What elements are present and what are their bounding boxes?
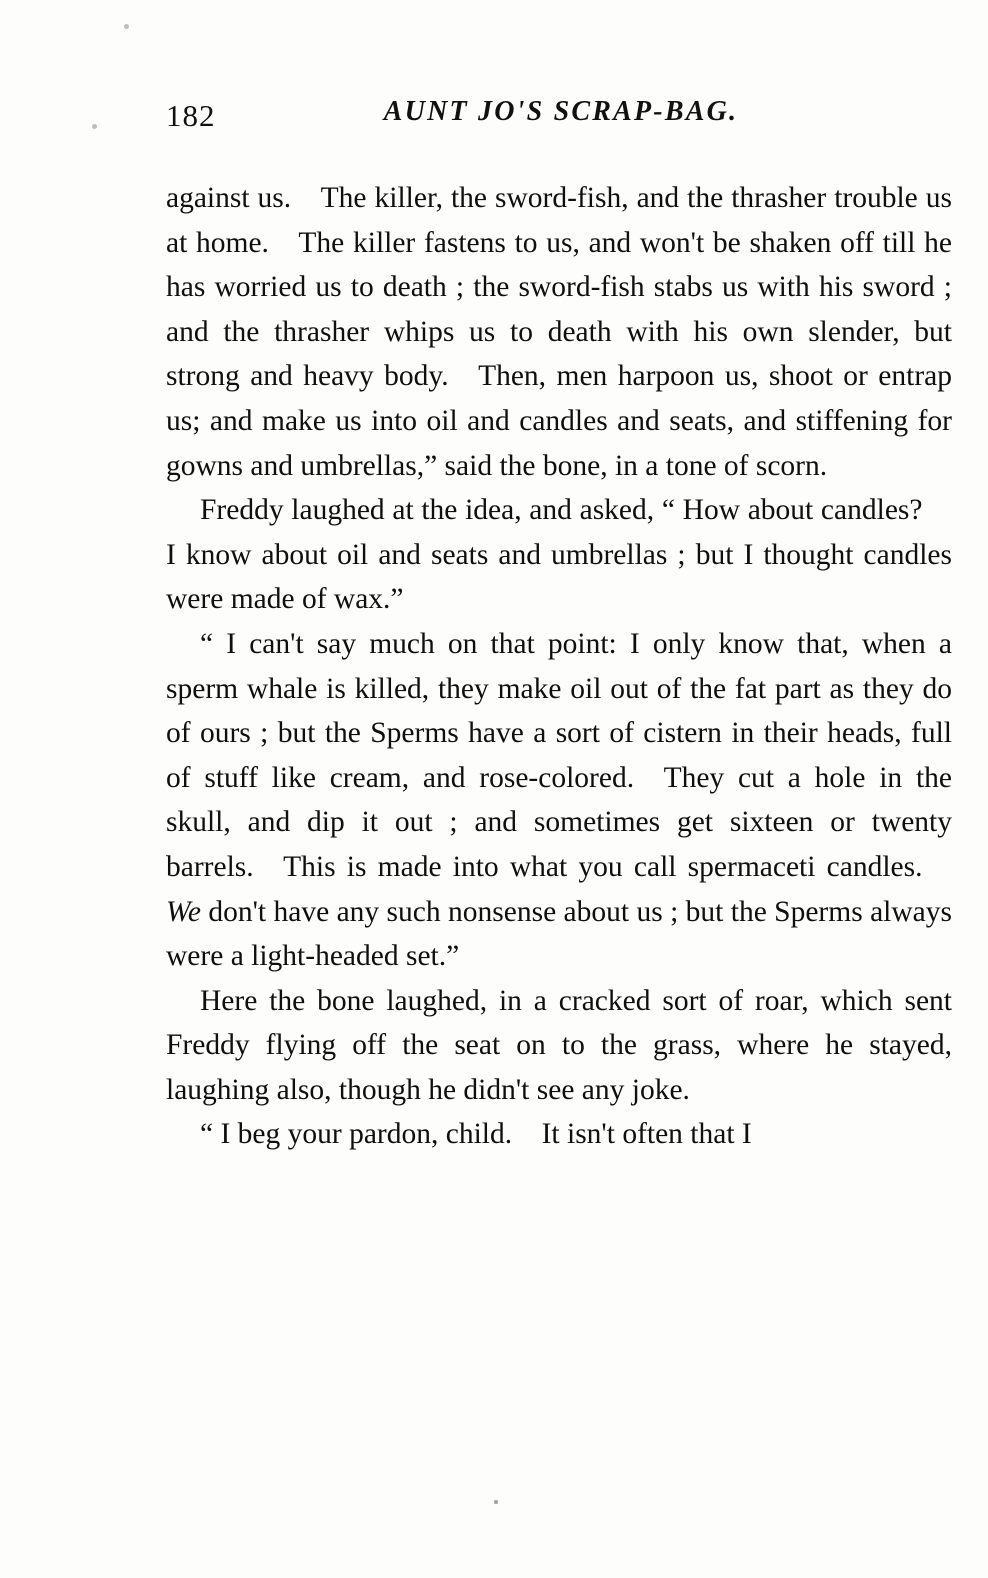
scan-speck (124, 24, 129, 29)
scan-speck (92, 124, 97, 129)
paragraph: Freddy laughed at the idea, and asked, “ How about candles? I know about oil and seats and umbrellas ; but I thought candles were made of wax.” (166, 494, 952, 616)
paragraph: “ I beg your pardon, child. It isn't often that I (200, 1118, 752, 1151)
emphasis-word: We (166, 895, 201, 928)
paragraph (166, 622, 952, 979)
paragraph: Here the bone laughed, in a cracked sort of roar, which sent Freddy flying off the seat on to the grass, where he stayed, laughing also, though he didn't see any joke. (166, 984, 952, 1106)
page-body (166, 176, 952, 1157)
paragraph-text-continued: don't have any such nonsense about us ; but the Sperms always were a light-headed set.” (166, 895, 952, 973)
running-head: AUNT JO'S SCRAP-BAG. (383, 96, 739, 127)
paragraph: against us. The killer, the sword-fish, and the thrasher trouble us at home. The killer fastens to us, and won't be shaken off till he has worried us to death ; the sword-fish stabs us with his sword ; and the thrasher whips us to death with his own slender, but strong and heavy body. Then, men harpoon us, shoot or entrap us; and make us into oil and candles and seats, and stiffening for gowns and umbrellas,” said the bone, in a tone of scorn. (166, 182, 952, 482)
page-number: 182 (166, 98, 216, 133)
scan-speck (494, 1500, 498, 1504)
paragraph-text: “ I can't say much on that point: I only know that, when a sperm whale is killed, they make oil out of the fat part as they do of ours ; but the Sperms have a sort of cistern in their heads, full of stuff like cream, and rose-colored. They cut a hole in the skull, and dip it out ; and sometimes get sixteen or twenty barrels. This is made into what you call spermaceti candles. (166, 627, 952, 883)
page-header (166, 96, 956, 140)
